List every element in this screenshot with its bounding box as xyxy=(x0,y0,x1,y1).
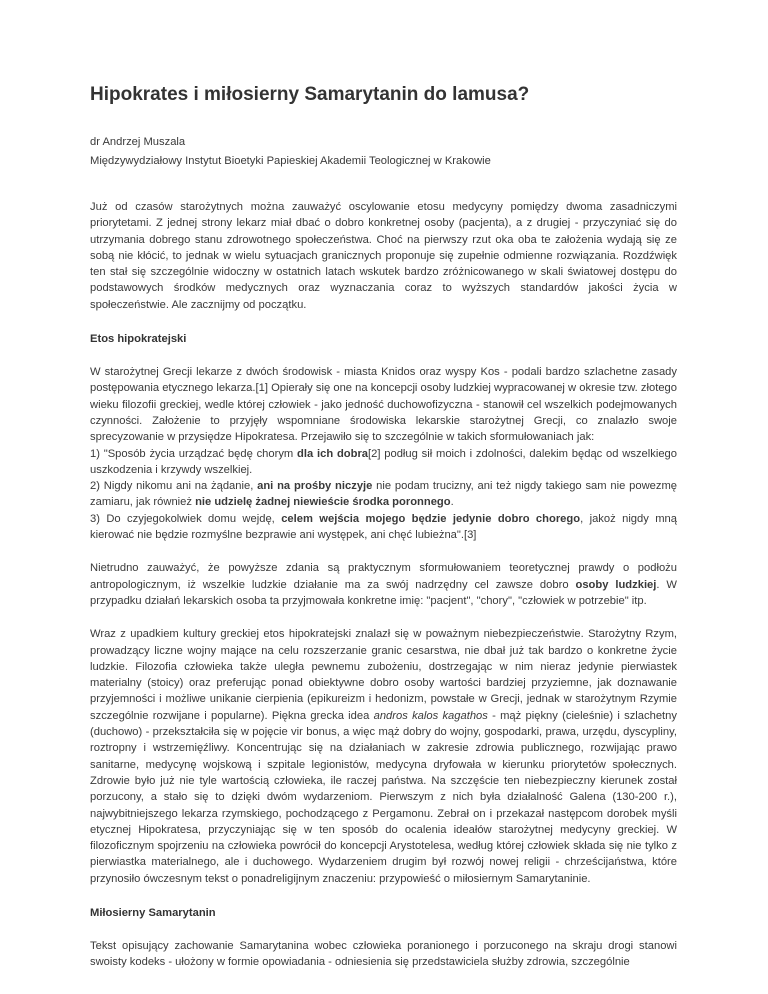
etos-p1-intro: W starożytnej Grecji lekarze z dwóch środowisk - miasta Knidos oraz wyspy Kos - podali bardzo szlachetne zasady postępowania etycznego lekarza.[1] Opierały się one na koncepcji osoby ludzkiej wypracowanej w okresie tzw. złotego wieku filozofii greckiej, wedle której człowiek - jako jedność duchowofizyczna - stanowił cel wszelkich podejmowanych czynności. Założenie to przyjęły wspomniane środowiska lekarskie starożytnej Grecji, co znalazło swoje sprecyzowanie w przysiędze Hipokratesa. Przejawiło się to szczególnie w takich sformułowaniach jak: xyxy=(90,366,677,444)
document-title: Hipokrates i miłosierny Samarytanin do lamusa? xyxy=(90,84,530,105)
author-affiliation: Międzywydziałowy Instytut Bioetyki Papieskiej Akademii Teologicznej w Krakowie xyxy=(90,155,491,167)
document-page xyxy=(90,83,677,971)
intro-paragraph: Już od czasów starożytnych można zauważyć oscylowanie etosu medycyny pomiędzy dwoma zasadniczymi priorytetami. Z jednej strony lekarz miał dbać o dobro konkretnej osoby (pacjenta), a z drugiej - przyczyniać się do utrzymania dobrego stanu zdrowotnego społeczeństwa. Choć na pierwszy rzut oka oba te założenia wydają się ze sobą nie kłócić, to jednak w wielu sytuacjach granicznych proponuje się zupełnie odmienne rozwiązania. Rozdźwięk ten stał się szczególnie widoczny w ostatnich latach wskutek bardzo zróżnicowanego w skali światowej dostępu do podstawowych środków medycznych oraz wyznaczania coraz to wyższych standardów jakości życia w społeczeństwie. Ale zacznijmy od początku. xyxy=(90,201,677,311)
etos-paragraph-2 xyxy=(90,560,677,609)
oath2-pre: 2) Nigdy nikomu ani na żądanie, xyxy=(90,480,258,493)
etos-p3-italic: andros kalos kagathos xyxy=(373,709,488,722)
oath-line-3 xyxy=(90,513,677,541)
oath2-bold-1: ani na prośby niczyje xyxy=(257,480,373,493)
oath3-bold: celem wejścia mojego będzie jedynie dobro chorego xyxy=(281,512,581,525)
author-block xyxy=(90,133,677,171)
etos-p3-post: - mąż piękny (cieleśnie) i szlachetny (duchowo) - przekształciła się w pojęcie vir bonus, a więc mąż dobry do wojny, gospodarki, prawa, urzędu, dyscypliny, roztropny i wstrzemięźliwy. Koncentrując się na działaniach w zakresie zdrowia publicznego, rozwijając prawo sanitarne, medycynę wojskową i szpitale legionistów, medycyna dryfowała w kierunku priorytetów społecznych. Zdrowie było już nie tyle wartością człowieka, ile raczej państwa. Na szczęście ten niebezpieczny kierunek został porzucony, a stało się to dzięki dwóm wydarzeniom. Pierwszym z nich była działalność Galena (130-200 r.), najwybitniejszego lekarza rzymskiego, pochodzącego z Pergamonu. Zebrał on i przekazał następcom dorobek myśli etycznej Hipokratesa, przyczyniając się w ten sposób do ocalenia ideałów starożytnej medycyny greckiej. W filozoficznym spojrzeniu na człowieka powrócił do koncepcji Arystotelesa, według której człowiek składa się nie tylko z pierwiastka materialnego, ale i duchowego. Wydarzeniem drugim był rozwój nowej religii - chrześcijaństwa, które przynosiło ówczesnym tekst o ponadreligijnym znaczeniu: przypowieść o miłosiernym Samarytaninie. xyxy=(90,709,677,885)
etos-p2-pre: Nietrudno zauważyć, że powyższe zdania są praktycznym sformułowaniem teoretycznej prawdy o podłożu antropologicznym, iż wszelkie ludzkie działanie ma za swój nadrzędny cel zawsze dobro xyxy=(90,562,677,591)
oath1-post: [2] podług sił moich i zdolności, dalekim będąc od wszelkiego uszkodzenia i krzywdy wszelkiej. xyxy=(90,447,677,476)
oath1-bold: dla ich dobra xyxy=(297,447,369,460)
oath3-post: , jakoż nigdy mną kierować nie będzie rozmyślne bezprawie ani występek, ani chęć lubieżna".[3] xyxy=(90,512,678,542)
etos-paragraph-3 xyxy=(90,626,677,887)
etos-paragraph-1 xyxy=(90,364,677,543)
oath-line-1 xyxy=(90,448,677,476)
etos-p3-pre: Wraz z upadkiem kultury greckiej etos hipokratejski znalazł się w poważnym niebezpieczeństwie. Starożytny Rzym, prowadzący liczne wojny mające na celu rozszerzanie granic cesarstwa, nie dbał już tak bardzo o konkretne życie ludzkie. Filozofia człowieka także uległa pewnemu zubożeniu, dostrzegając w nim nieraz jedynie pierwiastek materialny (stoicy) oraz preferując ponad obiektywne dobro osoby wartości bardziej przyziemne, jak doznawanie przyjemności i możliwe unikanie cierpienia (epikureizm i hedonizm, powstałe w Grecji, jednak w starożytnym Rzymie szczególnie rozwijane i popularne). Piękna grecka idea xyxy=(90,628,677,722)
oath-line-2 xyxy=(90,480,677,508)
etos-p2-bold: osoby ludzkiej xyxy=(575,578,657,591)
samarytanin-paragraph-1: Tekst opisujący zachowanie Samarytanina wobec człowieka poranionego i porzuconego na skraju drogi stanowi swoisty kodeks - ułożony w formie opowiadania - odniesienia się przedstawiciela służby zdrowia, szczególnie xyxy=(90,939,677,969)
section-heading-samarytanin: Miłosierny Samarytanin xyxy=(90,906,216,919)
oath2-mid: nie podam trucizny, ani też nigdy takiego sam nie powezmę zamiaru, jak również xyxy=(90,480,677,509)
oath2-post: . xyxy=(450,496,454,509)
oath2-bold-2: nie udzielę żadnej niewieście środka poronnego xyxy=(195,496,451,509)
section-heading-etos: Etos hipokratejski xyxy=(90,333,187,346)
oath3-pre: 3) Do czyjegokolwiek domu wejdę, xyxy=(90,512,282,525)
oath1-pre: 1) "Sposób życia urządzać będę chorym xyxy=(90,447,298,460)
etos-p2-post: . W przypadku działań lekarskich osoba ta przyjmowała konkretne imię: "pacjent", "chory", "człowiek w potrzebie" itp. xyxy=(90,578,677,607)
author-name: dr Andrzej Muszala xyxy=(90,136,186,148)
